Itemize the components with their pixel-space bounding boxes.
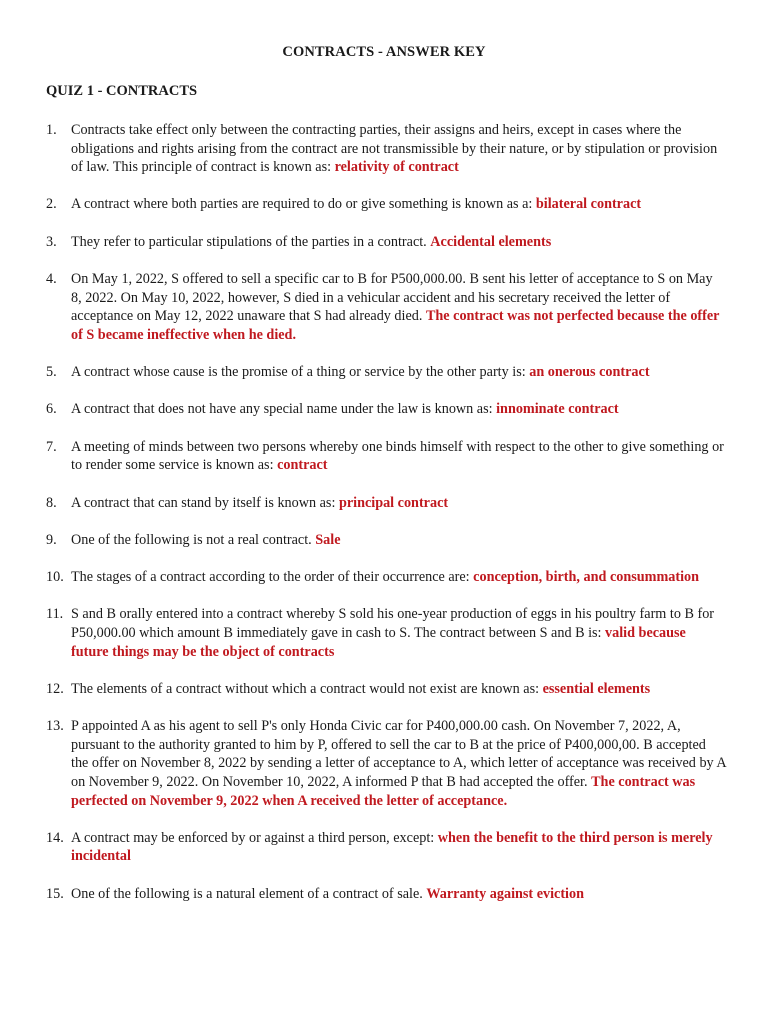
question-text: A contract where both parties are required to do or give something is known as a: (71, 196, 533, 213)
question-item (46, 605, 726, 661)
question-number: 13. (46, 718, 64, 735)
question-text: A contract that can stand by itself is known as: (71, 494, 336, 511)
quiz-title: QUIZ 1 - CONTRACTS (46, 83, 198, 99)
question-text: On May 1, 2022, S offered to sell a specific car to B for P500,000.00. B sent his letter of acceptance to S on May 8, 2022. On May 10, 2022, however, S died in a vehicular accident and his secretary received the letter of acceptance on May 12, 2022 unaware that S had already died. (71, 271, 713, 325)
question-number: 9. (46, 531, 57, 548)
question-text: P appointed A as his agent to sell P's only Honda Civic car for P400,000.00 cash. On November 7, 2022, A, pursuant to the authority granted to him by P, offered to sell the car to B at the price of P400,000,00. B accepted the offer on November 8, 2022 by sending a letter of acceptance to A, which letter of acceptance was received by A on November 9, 2022. On November 10, 2022, A informed P that B had accepted the offer. (71, 718, 726, 790)
answer-text: relativity of contract (334, 159, 459, 176)
question-number: 6. (46, 401, 57, 418)
question-number: 11. (46, 606, 64, 623)
answer-text: The contract was not perfected because the offer of S became ineffective when he died. (71, 308, 720, 343)
question-item (46, 363, 726, 382)
question-text: A meeting of minds between two persons whereby one binds himself with respect to the other to give something or to render some service is known as: (71, 438, 724, 474)
answer-text: innominate contract (496, 401, 619, 418)
question-number: 3. (46, 233, 57, 250)
question-number: 5. (46, 364, 57, 381)
answer-text: Accidental elements (430, 233, 552, 250)
question-item (46, 270, 726, 344)
question-number: 8. (46, 494, 57, 511)
question-item (46, 885, 726, 904)
answer-text: principal contract (338, 494, 449, 511)
question-number: 12. (46, 680, 64, 697)
question-number: 1. (46, 122, 57, 138)
question-item (46, 121, 726, 177)
question-text: The elements of a contract without which a contract would not exist are known as: (71, 680, 540, 697)
question-text: A contract whose cause is the promise of a thing or service by the other party is: (71, 364, 526, 381)
question-item (46, 717, 726, 810)
question-text: S and B orally entered into a contract whereby S sold his one-year production of eggs in his poultry farm to B for P50,000.00 which amount B immediately gave in cash to S. The contract between S and B is: (71, 606, 715, 641)
answer-text: when the benefit to the third person is merely incidental (71, 829, 713, 865)
question-text: A contract that does not have any special name under the law is known as: (71, 401, 493, 418)
question-number: 4. (46, 271, 57, 288)
question-item (46, 568, 726, 587)
question-item (46, 233, 726, 252)
answer-text: conception, birth, and consummation (473, 569, 700, 586)
question-item (46, 494, 726, 513)
question-text: One of the following is a natural element of a contract of sale. (71, 885, 423, 902)
question-item (46, 438, 726, 475)
answer-text: Sale (315, 531, 341, 548)
answer-text: an onerous contract (529, 364, 650, 381)
question-number: 10. (46, 569, 64, 586)
answer-text: The contract was perfected on November 9, 2022 when A received the letter of acceptance. (71, 773, 696, 809)
question-item (46, 829, 726, 866)
question-text: One of the following is not a real contract. (71, 531, 312, 548)
question-number: 14. (46, 829, 64, 846)
question-number: 15. (46, 885, 64, 902)
question-item (46, 680, 726, 699)
answer-text: bilateral contract (535, 196, 642, 213)
question-text: The stages of a contract according to the order of their occurrence are: (71, 569, 470, 586)
answer-text: essential elements (542, 680, 651, 697)
question-item (46, 195, 726, 214)
question-number: 7. (46, 438, 57, 455)
answer-text: Warranty against eviction (426, 885, 584, 902)
question-item (46, 400, 726, 419)
document-title: CONTRACTS - ANSWER KEY (282, 44, 486, 60)
question-text: They refer to particular stipulations of the parties in a contract. (71, 233, 427, 250)
question-list (46, 121, 726, 922)
question-item (46, 531, 726, 550)
question-text: Contracts take effect only between the contracting parties, their assigns and heirs, except in cases where the obligations and rights arising from the contract are not transmissible by their nature, or by stipulation or provision of law. This principle of contract is known as: (71, 122, 718, 176)
question-text: A contract may be enforced by or against a third person, except: (71, 829, 435, 846)
answer-text: valid because future things may be the object of contracts (71, 624, 686, 660)
answer-text: contract (277, 457, 328, 474)
question-number: 2. (46, 196, 57, 213)
